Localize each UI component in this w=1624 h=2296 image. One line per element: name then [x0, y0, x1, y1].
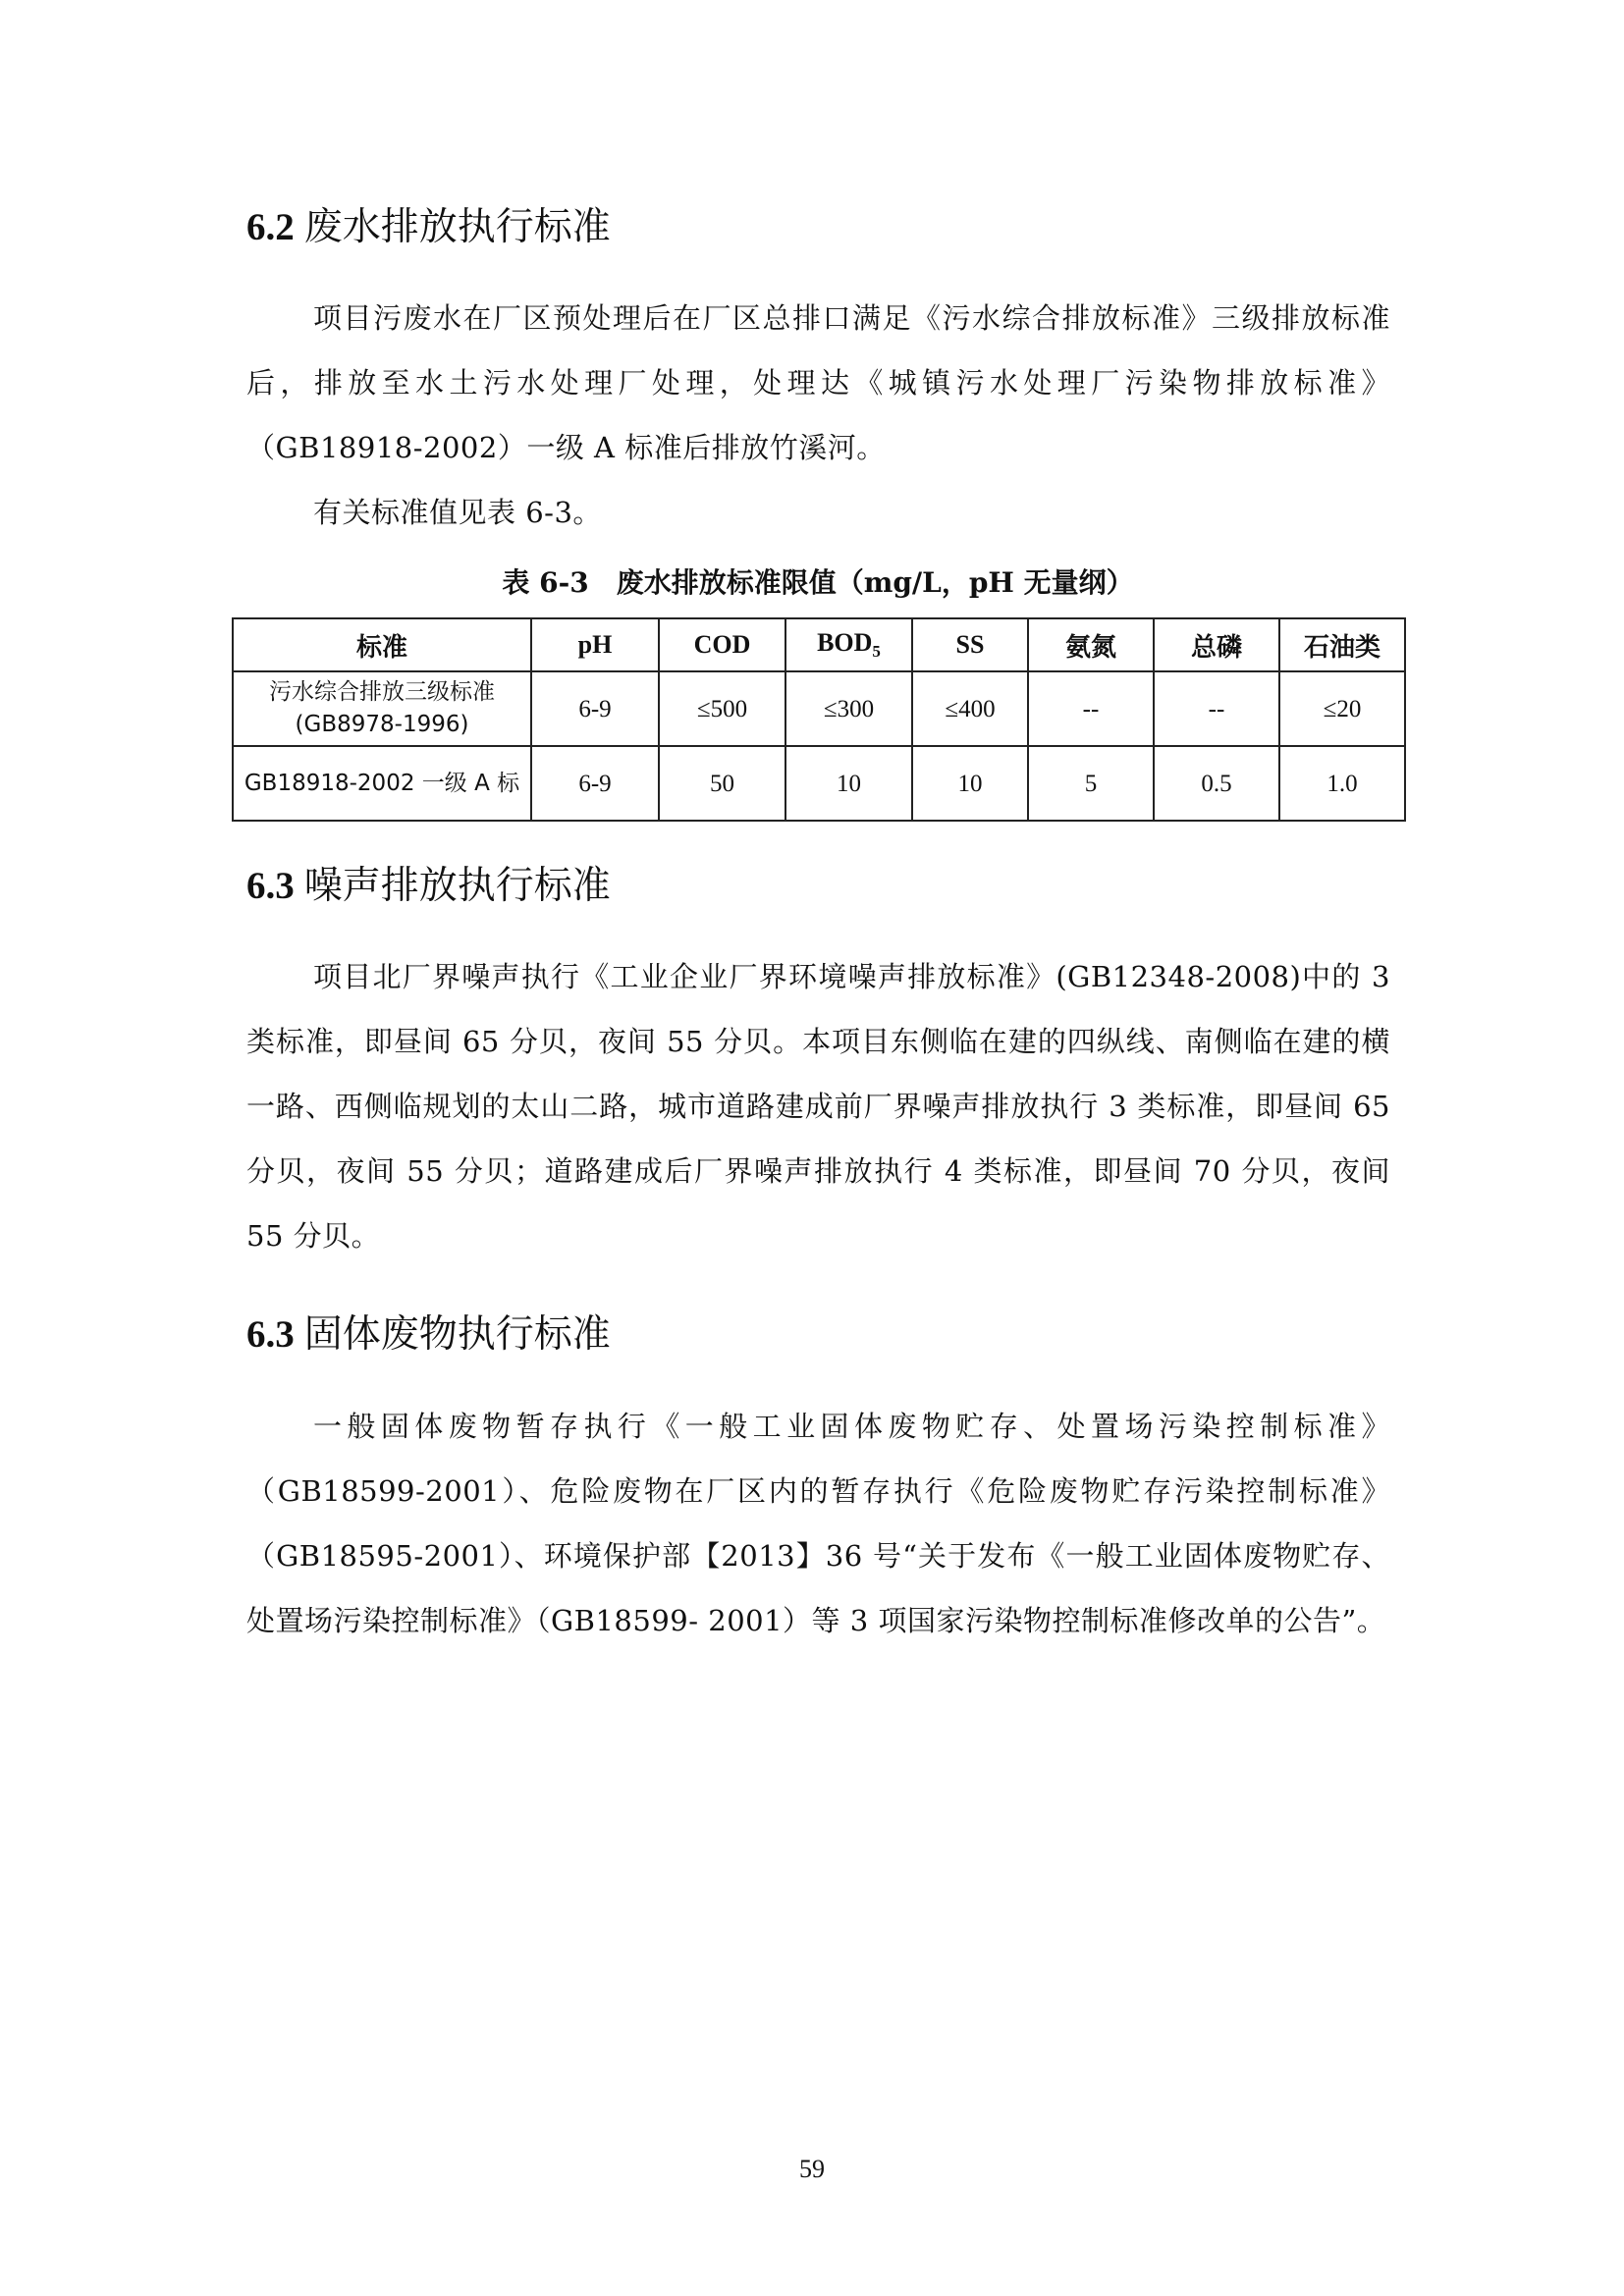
- row-2-cod: 50: [659, 746, 785, 821]
- section-6-2-title: 废水排放执行标准: [303, 205, 611, 249]
- section-6-3-noise-paragraph: 项目北厂界噪声执行《工业企业厂界环境噪声排放标准》(GB12348-2008)中的 3 类标准，即昼间 65 分贝，夜间 55 分贝。本项目东侧临在建的四纵线、南侧临在建的横一路、西侧临规划的太山二路，城市道路建成前厂界噪声排放执行 3 类标准，即昼间 65 分贝，夜间 55 分贝；道路建成后厂界噪声排放执行 4 类标准，即昼间 70 分贝，夜间 55 分贝。: [246, 960, 1390, 1253]
- row-2-ph: 6-9: [531, 746, 659, 821]
- section-6-3-solid-number: 6.3: [246, 1313, 295, 1356]
- section-6-3-solid-heading: [246, 1312, 611, 1357]
- table-row: [233, 671, 1405, 746]
- row-1-bod: ≤300: [785, 671, 912, 746]
- row-1-ammonia: --: [1028, 671, 1154, 746]
- row-1-standard: 污水综合排放三级标准(GB8978-1996): [233, 671, 531, 746]
- header-ph: pH: [531, 618, 659, 671]
- section-6-2-heading: [246, 205, 611, 249]
- row-2-standard: GB18918-2002 一级 A 标: [233, 746, 531, 821]
- row-1-phosphorus: --: [1154, 671, 1279, 746]
- section-6-3-solid-title: 固体废物执行标准: [303, 1312, 611, 1357]
- wastewater-standards-table: [232, 617, 1406, 822]
- row-1-ss: ≤400: [912, 671, 1028, 746]
- table-row: [233, 746, 1405, 821]
- section-6-2-number: 6.2: [246, 206, 295, 248]
- row-1-cod: ≤500: [659, 671, 785, 746]
- header-standard: 标准: [233, 618, 531, 671]
- row-2-petroleum: 1.0: [1279, 746, 1405, 821]
- header-ss: SS: [912, 618, 1028, 671]
- header-ammonia: 氨氮: [1028, 618, 1154, 671]
- section-6-3-noise-title: 噪声排放执行标准: [303, 864, 611, 908]
- row-2-ammonia: 5: [1028, 746, 1154, 821]
- header-phosphorus: 总磷: [1154, 618, 1279, 671]
- page-number: 59: [799, 2155, 825, 2183]
- row-2-phosphorus: 0.5: [1154, 746, 1279, 821]
- table-header-row: [233, 618, 1405, 671]
- row-1-ph: 6-9: [531, 671, 659, 746]
- row-1-petroleum: ≤20: [1279, 671, 1405, 746]
- header-petroleum: 石油类: [1279, 618, 1405, 671]
- section-6-3-noise-number: 6.3: [246, 865, 295, 907]
- header-bod-main: BOD: [817, 627, 873, 657]
- table-6-3-caption: 表 6-3 废水排放标准限值（mg/L，pH 无量纲）: [502, 566, 1134, 599]
- section-6-2-paragraph-1: 项目污废水在厂区预处理后在厂区总排口满足《污水综合排放标准》三级排放标准后，排放至水土污水处理厂处理，处理达《城镇污水处理厂污染物排放标准》（GB18918-2002）一级 A 标准后排放竹溪河。: [246, 301, 1390, 464]
- header-bod5: [785, 618, 912, 671]
- section-6-3-solid-paragraph: 一般固体废物暂存执行《一般工业固体废物贮存、处置场污染控制标准》（GB18599-2001）、危险废物在厂区内的暂存执行《危险废物贮存污染控制标准》（GB18595-2001）、环境保护部【2013】36 号“关于发布《一般工业固体废物贮存、处置场污染控制标准》（GB18599- 2001）等 3 项国家污染物控制标准修改单的公告”。: [246, 1410, 1390, 1637]
- row-2-bod: 10: [785, 746, 912, 821]
- row-2-ss: 10: [912, 746, 1028, 821]
- section-6-3-noise-heading: [246, 864, 611, 908]
- section-6-2-paragraph-2: 有关标准值见表 6-3。: [313, 496, 602, 529]
- header-cod: COD: [659, 618, 785, 671]
- header-bod-subscript: 5: [872, 642, 881, 662]
